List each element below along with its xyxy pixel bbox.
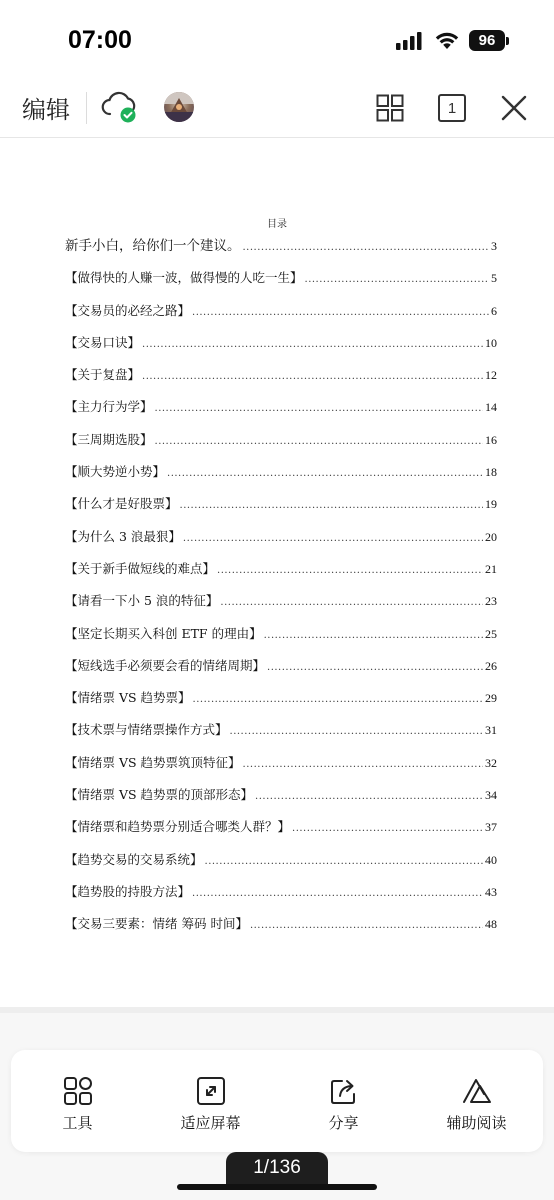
status-time: 07:00: [68, 26, 132, 54]
share-label: 分享: [328, 1114, 359, 1132]
toc-entry[interactable]: [65, 784, 497, 816]
toc-entry-title: 【情绪票 VS 趋势票筑顶特征】: [65, 754, 241, 770]
toc-entry-page: 23: [485, 594, 497, 609]
toc-entry-page: 20: [485, 529, 497, 544]
toc-leader-dots: [167, 463, 483, 485]
toc-entry-title: 【短线选手必须要会看的情绪周期】: [65, 657, 266, 673]
toc-entry-page: 21: [485, 561, 497, 576]
toc-entry-page: 3: [491, 239, 497, 253]
toc-entry-page: 48: [485, 917, 497, 932]
toc-leader-dots: [243, 754, 483, 776]
toc-leader-dots: [250, 915, 483, 937]
toc-list: [65, 235, 497, 946]
toc-entry-title: 【交易三要素：情绪 筹码 时间】: [65, 916, 248, 932]
toc-heading: 目录: [267, 219, 287, 230]
toc-entry[interactable]: [65, 396, 497, 428]
reading-assist-label: 辅助阅读: [446, 1114, 507, 1132]
toc-leader-dots: [155, 431, 483, 453]
toc-entry-page: 26: [485, 658, 497, 673]
app-toolbar: [0, 76, 554, 138]
toc-leader-dots: [180, 495, 483, 517]
toc-leader-dots: [243, 237, 490, 259]
toc-leader-dots: [292, 818, 483, 840]
toc-leader-dots: [217, 560, 483, 582]
fit-screen-label: 适应屏幕: [180, 1114, 241, 1132]
tools-label: 工具: [62, 1114, 93, 1132]
toc-leader-dots: [142, 334, 483, 356]
toc-entry[interactable]: [65, 590, 497, 622]
toc-entry-title: 【交易员的必经之路】: [65, 302, 191, 318]
toc-leader-dots: [305, 269, 489, 291]
toc-leader-dots: [193, 689, 483, 711]
share-button[interactable]: [277, 1050, 410, 1152]
toc-leader-dots: [205, 851, 483, 873]
toc-entry-title: 【为什么 3 浪最狠】: [65, 528, 181, 544]
avatar-image: [164, 92, 194, 122]
wifi-icon: [434, 30, 460, 50]
page-indicator: 1/136: [226, 1152, 328, 1186]
toc-entry[interactable]: [65, 752, 497, 784]
toc-entry[interactable]: [65, 493, 497, 525]
toc-entry[interactable]: [65, 300, 497, 332]
bottom-action-bar: [11, 1050, 543, 1152]
page-view-button[interactable]: [438, 94, 466, 122]
document-page[interactable]: [0, 139, 554, 1007]
toc-leader-dots: [155, 398, 483, 420]
toc-entry-title: 【趋势股的持股方法】: [65, 883, 191, 899]
toc-entry-title: 【趋势交易的交易系统】: [65, 851, 203, 867]
toc-entry-title: 【关于复盘】: [65, 367, 141, 383]
toc-entry-page: 40: [485, 852, 497, 867]
toc-entry-title: 【什么才是好股票】: [65, 496, 178, 512]
toc-entry-title: 【做得快的人赚一波，做得慢的人吃一生】: [65, 270, 303, 286]
toc-entry[interactable]: [65, 849, 497, 881]
toc-entry-title: 【情绪票 VS 趋势票】: [65, 690, 191, 706]
toc-entry[interactable]: [65, 332, 497, 364]
toc-entry[interactable]: [65, 881, 497, 913]
battery-tip: [506, 37, 509, 45]
toc-leader-dots: [255, 786, 483, 808]
toc-entry-title: 新手小白，给你们一个建议。: [65, 238, 241, 254]
status-bar: [0, 0, 554, 76]
toc-entry[interactable]: [65, 267, 497, 299]
toc-entry-page: 14: [485, 400, 497, 415]
toc-entry-page: 32: [485, 755, 497, 770]
toc-entry[interactable]: [65, 623, 497, 655]
toc-entry[interactable]: [65, 913, 497, 945]
cellular-signal-icon: [396, 32, 422, 50]
toc-entry-title: 【情绪票和趋势票分别适合哪类人群？】: [65, 819, 291, 835]
toc-leader-dots: [192, 302, 489, 324]
toc-entry-page: 10: [485, 335, 497, 350]
toc-entry[interactable]: [65, 461, 497, 493]
toc-entry-title: 【三周期选股】: [65, 431, 153, 447]
toc-entry-page: 12: [485, 368, 497, 383]
close-icon[interactable]: [500, 94, 528, 122]
toc-entry-title: 【顺大势逆小势】: [65, 464, 166, 480]
toc-entry-page: 31: [485, 723, 497, 738]
toc-entry-page: 25: [485, 626, 497, 641]
fit-screen-icon: [196, 1076, 226, 1106]
tools-grid-icon: [63, 1076, 93, 1106]
toc-entry-title: 【交易口诀】: [65, 334, 141, 350]
reading-assist-icon: [462, 1076, 492, 1106]
toc-leader-dots: [220, 592, 483, 614]
toc-entry[interactable]: [65, 526, 497, 558]
toc-entry[interactable]: [65, 655, 497, 687]
fit-screen-button[interactable]: [144, 1050, 277, 1152]
toc-leader-dots: [267, 657, 483, 679]
toc-leader-dots: [230, 721, 483, 743]
toc-entry-page: 6: [491, 303, 497, 318]
toc-entry-title: 【情绪票 VS 趋势票的顶部形态】: [65, 787, 254, 803]
edit-button[interactable]: 编辑: [22, 96, 70, 124]
toc-entry-page: 43: [485, 884, 497, 899]
toc-leader-dots: [264, 625, 483, 647]
toc-entry-page: 37: [485, 820, 497, 835]
toc-entry[interactable]: [65, 429, 497, 461]
toc-leader-dots: [192, 883, 483, 905]
toc-entry[interactable]: [65, 719, 497, 751]
reading-assist-button[interactable]: [410, 1050, 543, 1152]
avatar[interactable]: [164, 92, 194, 122]
toc-leader-dots: [183, 528, 483, 550]
page-view-number: 1: [447, 99, 457, 117]
toc-entry-title: 【坚定长期买入科创 ETF 的理由】: [65, 625, 262, 641]
share-icon: [329, 1076, 359, 1106]
toc-entry-page: 16: [485, 432, 497, 447]
cloud-check-icon[interactable]: [100, 88, 140, 124]
toc-entry-title: 【关于新手做短线的难点】: [65, 560, 216, 576]
toc-entry[interactable]: [65, 816, 497, 848]
toc-entry-title: 【请看一下小 5 浪的特征】: [65, 593, 219, 609]
grid-view-icon[interactable]: [376, 94, 404, 122]
toc-entry[interactable]: [65, 235, 497, 267]
toc-leader-dots: [142, 366, 483, 388]
toc-entry-page: 34: [485, 788, 497, 803]
toc-entry-page: 18: [485, 465, 497, 480]
toc-entry[interactable]: [65, 558, 497, 590]
home-indicator[interactable]: [177, 1184, 377, 1190]
toolbar-divider: [86, 92, 87, 124]
toc-entry-title: 【主力行为学】: [65, 399, 153, 415]
toc-entry-page: 5: [491, 271, 497, 286]
toc-entry-title: 【技术票与情绪票操作方式】: [65, 722, 228, 738]
toc-entry-page: 19: [485, 497, 497, 512]
toc-entry-page: 29: [485, 691, 497, 706]
battery-indicator: 96: [469, 30, 505, 51]
toc-entry[interactable]: [65, 364, 497, 396]
toc-entry[interactable]: [65, 687, 497, 719]
tools-button[interactable]: [11, 1050, 144, 1152]
